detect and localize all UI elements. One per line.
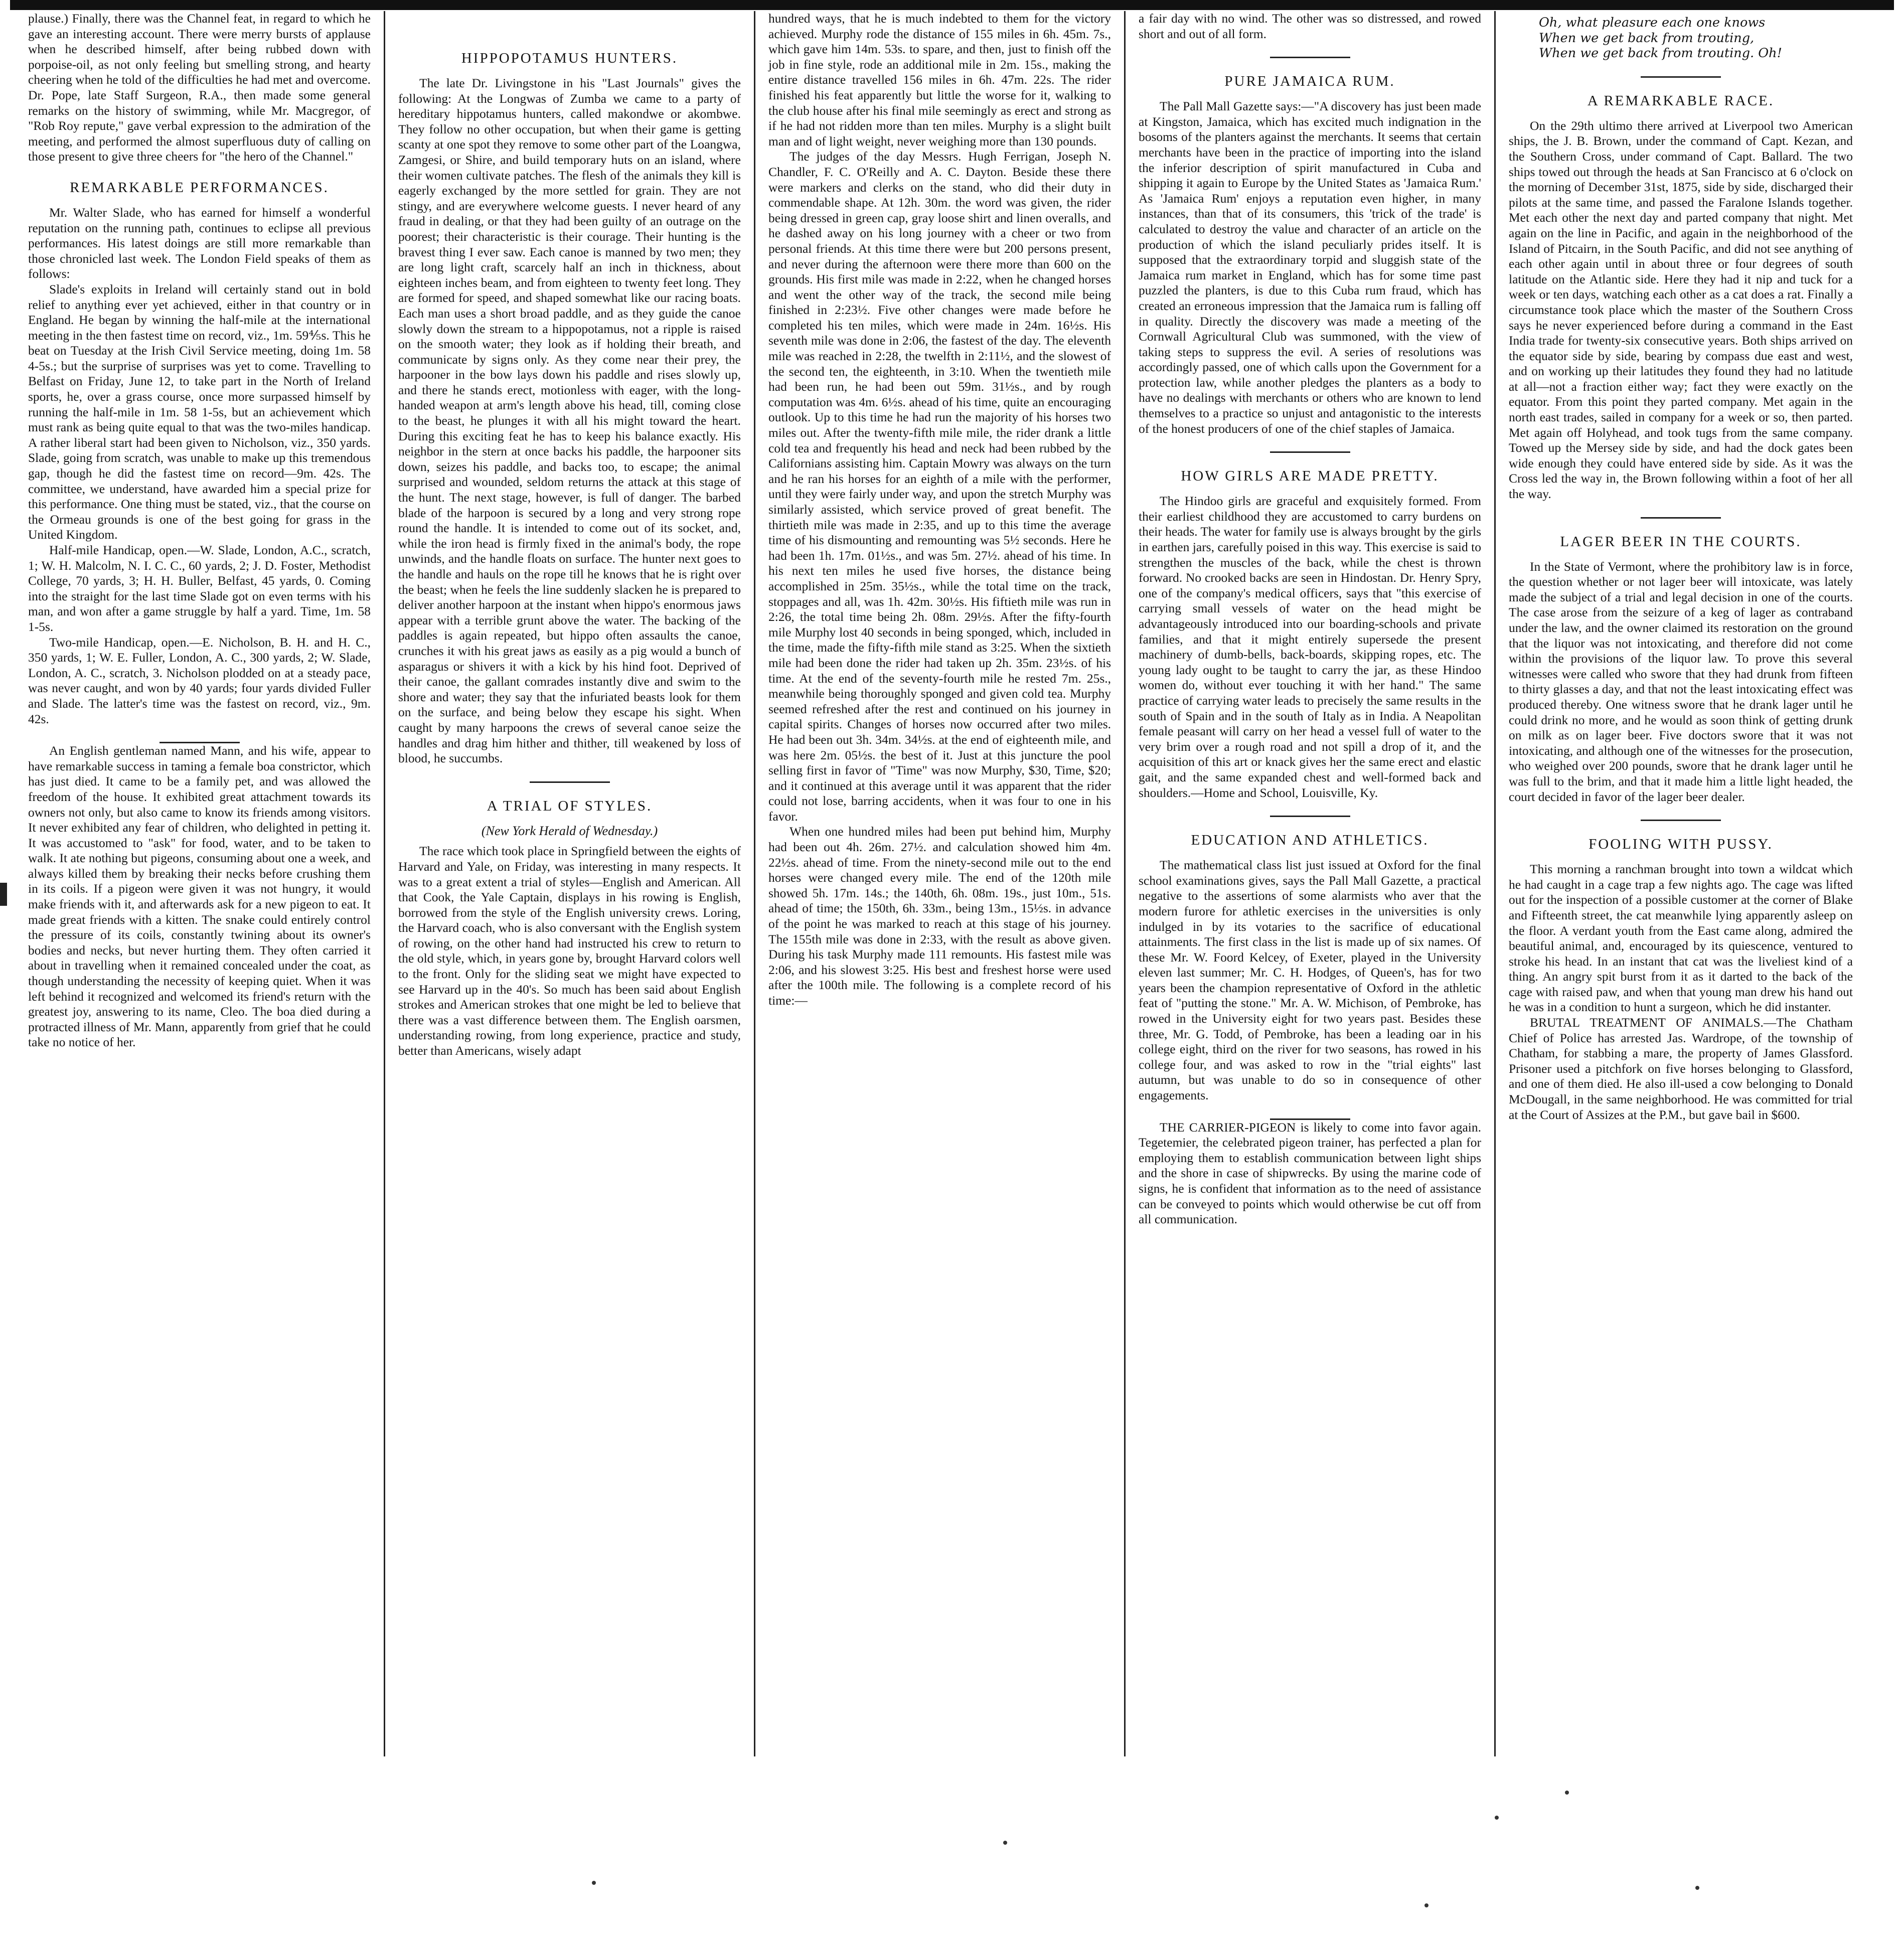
section-divider [1641,76,1721,78]
top-border [10,0,1894,10]
column-1 [15,11,385,1756]
article-headline: HIPPOPOTAMUS HUNTERS. [461,50,678,66]
page-edge-mark [0,883,7,906]
article-paragraph: Half-mile Handicap, open.—W. Slade, London, A.C., scratch, 1; W. H. Malcolm, N. I. C. C., 60 yards, 2; J. D. Foster, Methodist College, 70 yards, 3; H. H. Buller, Belfast, 45 yards, 0. Coming into the straight for the last time Slade got on even terms with his man, and won after a game struggle by half a yard. Time, 1m. 58 1-5s. [28,543,371,634]
section-divider [1641,820,1721,821]
article-paragraph: The judges of the day Messrs. Hugh Ferrigan, Joseph N. Chandler, F. C. O'Reilly and A. C. Dayton. Beside these there were markers and clerks on the stand, who did their duty in commendable shape. At 12h. 30m. the word was given, the rider being dressed in green cap, gray loose shirt and linen overalls, and he dashed away on his long journey with a cheer or two from personal friends. At this time there were but 200 persons present, and never during the afternoon were there more than 600 on the grounds. His first mile was made in 2:22, when he changed horses and went the other way of the track, the second mile being finished in 2:23½. Five other changes were made before he completed his ten miles, which were made in 24m. 16½s. His seventh mile was done in 2:06, the fastest of the day. The eleventh mile was reached in 2:28, the twelfth in 2:11½, and the slowest of the second ten, the eighteenth, in 3:10. When the twentieth mile had been run, he had been out 59m. 31½s., and by rough computation was 4m. 6½s. ahead of his time, quite an encouraging outlook. Up to this time he had run the majority of his horses two miles out. After the twenty-fifth mile mile, the rider drank a little cold tea and frequently his head and neck had been rubbed by the Californians assisting him. Captain Mowry was always on the turn and he ran his horses for an eighth of a mile with the performer, until they were fairly under way, and upon the stretch Murphy was similarly assisted, which service proved of great benefit. The thirtieth mile was made in 2:35, and up to this time the average time of his dismounting and remounting was 5½ seconds. Here he had been 1h. 17m. 01½s., and was 5m. 27½. ahead of his time. In his next ten miles he used five horses, the distance being accomplished in 25m. 35½s., while the total time on the track, stoppages and all, was 1h. 42m. 30½s. His fiftieth mile was run in 2:26, the total time being 2h. 08m. 29½s. After the fifty-fourth mile Murphy lost 40 seconds in being sponged, which, included in the time, made the fifty-fifth mile stand as 3:25. When the sixtieth mile had been done the rider had taken up 2h. 35m. 23½s. of his time. At the end of the seventy-fourth mile he rested 7m. 25s., meanwhile being thoroughly sponged and given cold tea. Murphy seemed refreshed after the rest and continued on his journey in capital spirits. Changes of horses now occurred after two miles. He had been out 3h. 34m. 34½s. at the end of eighteenth mile, and was here 2m. 05½s. the best of it. Just at this juncture the pool selling first in favor of "Time" was now Murphy, $30, Time, $20; and it continued at this average until it was apparent that the rider could not lose, barring accidents, when it was four to one in his favor. [768,149,1111,824]
article-headline: PURE JAMAICA RUM. [1224,73,1395,90]
poem-line: Oh, what pleasure each one knows [1539,15,1766,30]
section-divider [1270,451,1350,453]
column-4 [1126,11,1496,1756]
article-paragraph: In the State of Vermont, where the prohibitory law is in force, the question whether or not lager beer will intoxicate, was lately made the subject of a trial and legal decision in one of the courts. The case arose from the seizure of a keg of lager as contraband under the law, and the owner claimed its restoration on the ground that the liquor was not intoxicating, and therefore did not come within the provisions of the liquor law. To prove this several witnesses were called who swore that they had drunk from fifteen to thirty glasses a day, and that not the least intoxicating effect was produced thereby. One witness swore that he drank lager until he could drink no more, and he would as soon think of getting drunk on milk as on lager beer. Five doctors swore that it was not intoxicating, and although one of the witnesses for the prosecution, who weighed over 200 pounds, swore that he drank lager until he was full to the brim, and that it made him a little light headed, the court decided in favor of the lager beer dealer. [1509,559,1853,804]
ink-speck [1495,1816,1499,1820]
article-paragraph: Two-mile Handicap, open.—E. Nicholson, B. H. and H. C., 350 yards, 1; W. E. Fuller, London, A. C., 300 yards, 2; W. Slade, London, A. C., scratch, 3. Nicholson plodded on at a steady pace, was never caught, and won by 40 yards; four yards divided Fuller and Slade. The latter's time was the fastest on record, viz., 9m. 42s. [28,634,371,726]
poem-line: When we get back from trouting. Oh! [1539,46,1782,61]
newspaper-page [15,11,1866,1756]
ink-speck [1565,1791,1569,1795]
ink-speck [592,1881,596,1885]
article-headline: FOOLING WITH PUSSY. [1589,836,1773,853]
article-paragraph: The late Dr. Livingstone in his "Last Journals" gives the following: At the Longwas of Zumba we came to a party of hereditary hippotamus hunters, called makondwe or akombwe. They follow no other occupation, but when their game is getting scanty at one spot they remove to some other part of the Loangwa, Zamgesi, or Shire, and build temporary huts on an island, where their women cultivate patches. The flesh of the animals they kill is eagerly exchanged by the more settled for grain. They are not stingy, and are everywhere welcome guests. I never heard of any fraud in dealing, or that they had been guilty of an outrage on the poorest; their characteristic is their courage. Their hunting is the bravest thing I ever saw. Each canoe is manned by two men; they are long light craft, scarcely half an inch in thickness, about eighteen inches beam, and from eighteen to twenty feet long. They are formed for speed, and shaped somewhat like our racing boats. Each man uses a short broad paddle, and as they guide the canoe slowly down the stream to a hippopotamus, not a ripple is raised on the smooth water; they look as if holding their breath, and communicate by signs only. As they come near their prey, the harpooner in the bow lays down his paddle and rises slowly up, and there he stands erect, motionless with eager, with the long-handed weapon at arm's length above his head, till, coming close to the beast, he plunges it with all his might toward the heart. During this exciting feat he has to keep his balance exactly. His neighbor in the stern at once backs his paddle, the harpooner sits down, seizes his paddle, and backs too, to escape; the animal surprised and wounded, seldom returns the attack at this stage of the hunt. The next stage, however, is full of danger. The barbed blade of the harpoon is secured by a long and very strong rope round the handle. It is intended to come out of its socket, and, while the iron head is firmly fixed in the animal's body, the rope unwinds, and the handle floats on surface. The hunter next goes to the handle and hauls on the rope till he knows that he is right over the beast; when he feels the line suddenly slacken he is prepared to deliver another harpoon at the instant when hippo's enormous jaws appear with a terrible grunt above the water. The backing of the paddles is again repeated, but hippo often assaults the canoe, crunches it with his great jaws as easily as a pig would a bunch of asparagus or shivers it with a kick by his hind foot. Deprived of their canoe, the gallant comrades instantly dive and swim to the shore and water; they say that the infuriated beasts look for them on the surface, and being below they escape his sight. When caught by many harpoons the crews of several canoe seize the handles and drag him hither and thither, till weakened by loss of blood, he succumbs. [398,76,741,766]
article-headline: EDUCATION AND ATHLETICS. [1191,832,1429,849]
section-divider [1270,57,1350,58]
article-paragraph: This morning a ranchman brought into town a wildcat which he had caught in a cage trap a few nights ago. The cage was lifted out for the inspection of a possible customer at the corner of Blake and Fifteenth street, the cat meanwhile lying apparently asleep on the floor. A verdant youth from the East came along, admired the beautiful animal, and, encouraged by its quiescence, ventured to stroke his head. In an instant that cat was the liveliest kind of a thing. An angry spit burst from it as it darted to the back of the cage with raised paw, and when that young man drew his hand out he was in a condition to hunt a surgeon, which he did instanter. [1509,862,1853,1015]
article-paragraph: plause.) Finally, there was the Channel feat, in regard to which he gave an interesting account. There were merry bursts of applause when he described himself, after being rubbed down with porpoise-oil, as not only feeling but smelling strong, and hearty cheering when he told of the difficulties he had met and overcome. Dr. Pope, late Staff Surgeon, R.A., then made some general remarks on the history of swimming, while Mr. Macgregor, of "Rob Roy repute," gave verbal expression to the admiration of the meeting, and performed the almost superfluous duty of calling on those present to give three cheers for "the hero of the Channel." [28,11,371,164]
article-paragraph: The mathematical class list just issued at Oxford for the final school examinations gives, says the Pall Mall Gazette, a practical negative to the assertions of some alarmists who aver that the modern furore for athletic exercises in the universities is only indulged in by its votaries to the sacrifice of educational attainments. The first class in the list is made up of six names. Of these Mr. W. Foord Kelcey, of Exeter, played in the University eleven last summer; Mr. C. H. Hodges, of Queen's, has for two years been the champion representative of Oxford in the athletic feat of "putting the stone." Mr. A. W. Michison, of Pembroke, has rowed in the University eight for two years past. Besides these three, Mr. G. Todd, of Pembroke, has been a leading oar in his college eight, third on the river for two seasons, has rowed in his college four, and was asked to row in the "trial eights" last autumn, but was unable to do so in consequence of other engagements. [1139,858,1481,1103]
article-paragraph: On the 29th ultimo there arrived at Liverpool two American ships, the J. B. Brown, under the command of Capt. Kezan, and the Southern Cross, under command of Capt. Ballard. The two ships towed out through the heads at San Francisco at 6 o'clock on the morning of December 31st, 1875, side by side, discharged their pilots at the same time, and passed the Faralone Islands together. Met each other the next day and parted company that night. Met again on the line in Pacific, and again in the neighborhood of the Island of Pitcairn, in the South Pacific, and did not see anything of each other again until in about three or four degrees of south latitude on the Atlantic side. Here they had it nip and tuck for a week or ten days, watching each other as a cat does a rat. Finally a circumstance took place which the master of the Southern Cross says he never experienced before during a command in the East India trade for twenty-six consecutive years. Both ships arrived on the equator side by side, bearing by compass due east and west, and on working up their latitudes they found they had no latitude at all—not a fraction either way; fact they were exactly on the equator. From this point they parted company. Met again in the north east trades, sailed in company for a week or so, then parted. Met again off Holyhead, and took tugs from the same company. Towed up the Mersey side by side, and had the dock gates been wide enough they could have entered side by side. As it was the Cross led the way in, the Brown following within a foot of her all the way. [1509,118,1853,502]
article-headline: LAGER BEER IN THE COURTS. [1560,533,1802,550]
section-divider [1641,517,1721,519]
article-paragraph: An English gentleman named Mann, and his wife, appear to have remarkable success in taming a female boa constrictor, which has just died. It came to be a family pet, and was allowed the freedom of the house. It exhibited great attachment towards its owners not only, but also came to know its friends among visitors. It never exhibited any fear of children, who delighted in petting it. It was accustomed to "ask" for food, water, and to be taken to walk. It ate nothing but pigeons, consuming about one a week, and always killed them by breaking their necks before crushing them in its coils. If a pigeon were given it was not hungry, it would make friends with it, and afterwards ask for a new pigeon to eat. It made great friends with a kitten. The snake could entirely control the pressure of its coils, constantly twining about its owner's bodies and necks, but never hurting them. They often carried it about in travelling when it remained concealed under the coat, as though understanding the necessity of keeping quiet. When it was left behind it recognized and welcomed its friend's return with the greatest joy, answering to its name, Cleo. The boa died during a protracted illness of Mr. Mann, apparently from grief that he could take no notice of her. [28,743,371,1050]
ink-speck [1003,1841,1007,1845]
article-paragraph: hundred ways, that he is much indebted to them for the victory achieved. Murphy rode the distance of 155 miles in 6h. 45m. 7s., which gave him 14m. 53s. to spare, and then, just to finish off the job in fine style, rode an additional mile in 2m. 15s., making the entire distance travelled 156 miles in 6h. 47m. 22s. The rider finished his feat apparently but little the worse for it, walking to the club house after his final mile seemingly as erect and strong as if he had not ridden more than ten miles. Murphy is a slight built man and of light weight, never weighing more than 130 pounds. [768,11,1111,148]
ink-speck [1424,1903,1429,1907]
article-paragraph: The Pall Mall Gazette says:—"A discovery has just been made at Kingston, Jamaica, which has excited much indignation in the bosoms of the planters against the merchants. It seems that certain merchants have been in the practice of importing into the island the inferior description of spirit manufactured in Cuba and shipping it again to Europe by the United States as 'Jamaica Rum.' As 'Jamaica Rum' enjoys a reputation even higher, in many instances, than that of its consumers, this 'trick of the trade' is calculated to destroy the value and character of an article on the production of which the island peculiarly prides itself. It is supposed that the extraordinary torpid and sluggish state of the Jamaica rum market in England, which has for some time past puzzled the planters, is due to this Cuba rum fraud, which has created an erroneous impression that the Jamaica rum is falling off in quality. Directly the discovery was made a meeting of the Cornwall Agricultural Club was summoned, with the view of taking steps to suppress the evil. A series of resolutions was accordingly passed, one of which calls upon the Government for a protection law, while another pledges the planters as a body to have no dealings with merchants or others who are known to lend themselves to a practice so unjust and antagonistic to the interests of the honest producers of one of the chief staples of Jamaica. [1139,99,1481,436]
article-paragraph: The race which took place in Springfield between the eights of Harvard and Yale, on Friday, was interesting in many respects. It was to a great extent a trial of styles—English and American. All that Cook, the Yale Captain, displays in his rowing is English, borrowed from the style of the English university crews. Loring, the Harvard coach, who is also conversant with the English system of rowing, on the other hand had instructed his crew to return to the old style, which, in years gone by, brought Harvard colors well to the front. Only for the sliding seat we might have expected to see Harvard up in the 40's. So much has been said about English strokes and American strokes that one might be led to believe that there was a vast difference between them. The English oarsmen, understanding rowing, from long experience, practice and study, better than Americans, wisely adapt [398,844,741,1058]
article-paragraph: BRUTAL TREATMENT OF ANIMALS.—The Chatham Chief of Police has arrested Jas. Wardrope, of the township of Chatham, for stabbing a mare, the property of James Glassford. Prisoner used a pitchfork on five horses belonging to Glassford, and one of them died. He also ill-used a cow belonging to Donald McDougall, in the same neighborhood. He was committed for trial at the Court of Assizes at the P.M., but gave bail in $600. [1509,1015,1853,1122]
poem-line: When we get back from trouting, [1539,30,1755,46]
article-headline: A TRIAL OF STYLES. [487,797,653,814]
column-2 [385,11,755,1756]
poem-stanza [1539,15,1853,61]
article-paragraph: Slade's exploits in Ireland will certainly stand out in bold relief to anything ever yet achieved, either in that country or in England. He began by winning the half-mile at the international meeting in the then fastest time on record, viz., 1m. 59⅘s. This he beat on Tuesday at the Irish Civil Service meeting, doing 1m. 58 4-5s.; but the surprise of surprises was yet to come. Travelling to Belfast on Friday, June 12, to take part in the North of Ireland sports, he, over a grass course, once more surpassed himself by running the half-mile in 1m. 58 1-5s, but an achievement which must rank as being quite equal to that was the two-miles handicap. A rather liberal start had been given to Nicholson, viz., 350 yards. Slade, going from scratch, was unable to make up this tremendous gap, though he did the fastest time on record—9m. 42s. The committee, we understand, have awarded him a special prize for this performance. One thing must be stated, viz., that the course on the Ormeau grounds is one of the best going for grass in the United Kingdom. [28,281,371,542]
section-divider [1270,816,1350,817]
article-paragraph: THE CARRIER-PIGEON is likely to come into favor again. Tegetemier, the celebrated pigeon trainer, has perfected a plan for employing them to establish communication between light ships and the shore in case of shipwrecks. By using the marine code of signs, he is confident that information as to the need of assistance can be conveyed to points which would otherwise be cut off from all communication. [1139,1119,1481,1227]
article-headline: HOW GIRLS ARE MADE PRETTY. [1181,468,1439,485]
article-paragraph: The Hindoo girls are graceful and exquisitely formed. From their earliest childhood they are accustomed to carry burdens on their heads. The water for family use is always brought by the girls in earthen jars, carefully poised in this way. This exercise is said to strengthen the muscles of the back, while the chest is thrown forward. No crooked backs are seen in Hindostan. Dr. Henry Spry, one of the company's medical officers, says that "this exercise of carrying small vessels of water on the head might be advantageously introduced into our boarding-schools and private families, and that it might entirely supersede the present machinery of dumb-bells, back-boards, skipping ropes, etc. The young lady ought to be taught to carry the jar, as these Hindoo women do, without ever touching it with her hand." The same practice of carrying water leads to precisely the same results in the south of Spain and in the south of Italy as in India. A Neapolitan female peasant will carry on her head a vessel full of water to the very brim over a rough road and not spill a drop of it, and the acquisition of this art or knack gives her the same erect and elastic gait, and the same expanded chest and well-formed back and shoulders.—Home and School, Louisville, Ky. [1139,494,1481,800]
article-paragraph: When one hundred miles had been put behind him, Murphy had been out 4h. 26m. 27½. and calculation showed him 4m. 22½s. ahead of time. From the ninety-second mile out to the end horses were changed every mile. The end of the 120th mile showed 5h. 17m. 14s.; the 140th, 6h. 08m. 19s., just 10m., 51s. ahead of time; the 150th, 6h. 33m., being 13m., 15½s. in advance of the point he was marked to reach at this stage of his journey. The 155th mile was done in 2:33, with the result as above given. During his task Murphy made 111 remounts. His fastest mile was 2:06, and his slowest 3:25. His best and freshest horse were used after the 100th mile. The following is a complete record of his time:— [768,824,1111,1008]
column-3 [755,11,1126,1756]
article-byline: (New York Herald of Wednesday.) [481,823,658,838]
article-paragraph: Mr. Walter Slade, who has earned for himself a wonderful reputation on the running path, continues to eclipse all previous performances. His latest doings are still more remarkable than those chronicled last week. The London Field speaks of them as follows: [28,205,371,281]
article-headline: A REMARKABLE RACE. [1587,92,1775,109]
article-headline: REMARKABLE PERFORMANCES. [70,179,329,196]
section-divider [530,781,610,783]
page-bottom-margin [0,1786,1904,1936]
article-paragraph: a fair day with no wind. The other was so distressed, and rowed short and out of all form. [1139,11,1481,41]
column-5 [1496,11,1866,1756]
ink-speck [1695,1886,1699,1890]
